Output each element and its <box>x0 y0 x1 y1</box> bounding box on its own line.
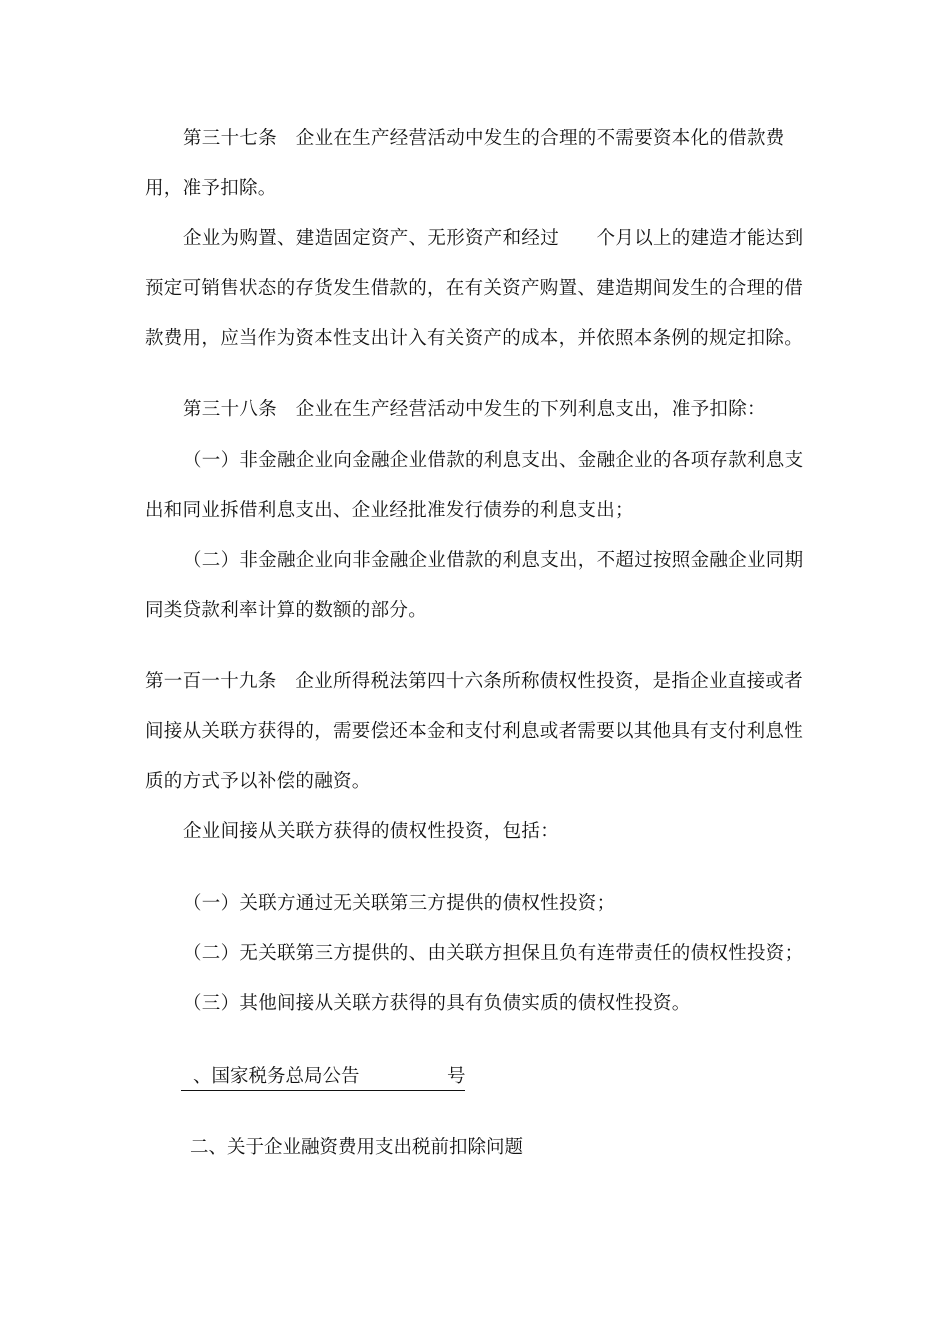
article37-line-3: 企业为购置、建造固定资产、无形资产和经过 个月以上的建造才能达到 <box>183 228 804 249</box>
article119-item-2: （二）无关联第三方提供的、由关联方担保且负有连带责任的债权性投资； <box>183 943 804 964</box>
announcement-text: 、国家税务总局公告 <box>193 1066 360 1087</box>
article37-line-2: 用，准予扣除。 <box>145 178 277 199</box>
article119-item-1: （一）关联方通过无关联第三方提供的债权性投资； <box>183 893 616 914</box>
article38-line-2: （一）非金融企业向金融企业借款的利息支出、金融企业的各项存款利息支 <box>183 450 804 471</box>
article38-line-5: 同类贷款利率计算的数额的部分。 <box>145 600 428 621</box>
article119-line-3: 质的方式予以补偿的融资。 <box>145 771 371 792</box>
article38-line-3: 出和同业拆借利息支出、企业经批准发行债券的利息支出； <box>145 500 634 521</box>
article119-item-3: （三）其他间接从关联方获得的具有负债实质的债权性投资。 <box>183 993 691 1014</box>
article119-line-2: 间接从关联方获得的，需要偿还本金和支付利息或者需要以其他具有支付利息性 <box>145 721 804 742</box>
article38-line-4: （二）非金融企业向非金融企业借款的利息支出，不超过按照金融企业同期 <box>183 550 804 571</box>
announcement-heading <box>181 1064 465 1091</box>
article38-line-1: 第三十八条 企业在生产经营活动中发生的下列利息支出，准予扣除： <box>183 399 766 420</box>
article37-line-1: 第三十七条 企业在生产经营活动中发生的合理的不需要资本化的借款费 <box>183 128 785 149</box>
section-2-title: 二、关于企业融资费用支出税前扣除问题 <box>190 1137 524 1158</box>
announcement-suffix: 号 <box>447 1066 466 1087</box>
article37-line-4: 预定可销售状态的存货发生借款的，在有关资产购置、建造期间发生的合理的借 <box>145 278 804 299</box>
article119-line-4: 企业间接从关联方获得的债权性投资，包括： <box>183 821 560 842</box>
article119-line-1: 第一百一十九条 企业所得税法第四十六条所称债权性投资，是指企业直接或者 <box>145 671 804 692</box>
article37-line-5: 款费用，应当作为资本性支出计入有关资产的成本，并依照本条例的规定扣除。 <box>145 328 804 349</box>
